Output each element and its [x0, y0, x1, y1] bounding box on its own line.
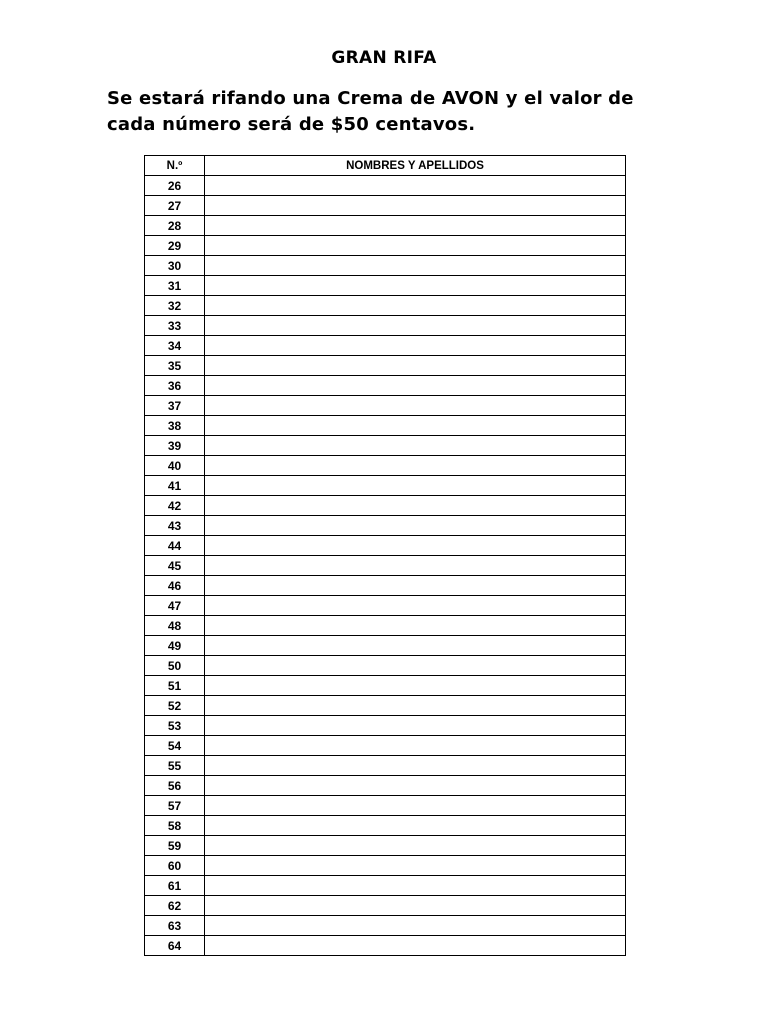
table-row [145, 916, 626, 936]
raffle-number-cell: 49 [145, 636, 205, 656]
table-row [145, 216, 626, 236]
raffle-number-cell: 63 [145, 916, 205, 936]
participant-name-cell[interactable] [205, 396, 626, 416]
raffle-number-cell: 52 [145, 696, 205, 716]
participant-name-cell[interactable] [205, 436, 626, 456]
participant-name-cell[interactable] [205, 636, 626, 656]
raffle-number-cell: 29 [145, 236, 205, 256]
raffle-number-cell: 37 [145, 396, 205, 416]
raffle-number-cell: 62 [145, 896, 205, 916]
participant-name-cell[interactable] [205, 356, 626, 376]
raffle-number-cell: 60 [145, 856, 205, 876]
participant-name-cell[interactable] [205, 336, 626, 356]
raffle-number-cell: 41 [145, 476, 205, 496]
raffle-number-cell: 31 [145, 276, 205, 296]
table-row [145, 416, 626, 436]
raffle-number-cell: 35 [145, 356, 205, 376]
number-column-header: N.º [145, 156, 205, 176]
raffle-number-cell: 43 [145, 516, 205, 536]
table-row [145, 716, 626, 736]
table-row [145, 356, 626, 376]
table-row [145, 616, 626, 636]
raffle-number-cell: 64 [145, 936, 205, 956]
participant-name-cell[interactable] [205, 416, 626, 436]
table-row [145, 536, 626, 556]
table-row [145, 336, 626, 356]
raffle-number-cell: 26 [145, 176, 205, 196]
table-row [145, 556, 626, 576]
table-row [145, 576, 626, 596]
participant-name-cell[interactable] [205, 836, 626, 856]
participant-name-cell[interactable] [205, 916, 626, 936]
participant-name-cell[interactable] [205, 856, 626, 876]
table-row [145, 836, 626, 856]
table-row [145, 236, 626, 256]
participant-name-cell[interactable] [205, 236, 626, 256]
raffle-number-cell: 58 [145, 816, 205, 836]
raffle-number-cell: 34 [145, 336, 205, 356]
participant-name-cell[interactable] [205, 816, 626, 836]
participant-name-cell[interactable] [205, 516, 626, 536]
table-row [145, 476, 626, 496]
table-row [145, 316, 626, 336]
raffle-number-cell: 30 [145, 256, 205, 276]
document-title: GRAN RIFA [331, 48, 437, 68]
raffle-number-cell: 55 [145, 756, 205, 776]
table-row [145, 436, 626, 456]
raffle-number-cell: 61 [145, 876, 205, 896]
raffle-description: Se estará rifando una Crema de AVON y el valor de cada número será de $50 centavos. [107, 88, 634, 135]
participant-name-cell[interactable] [205, 176, 626, 196]
table-row [145, 756, 626, 776]
raffle-number-cell: 27 [145, 196, 205, 216]
raffle-number-cell: 46 [145, 576, 205, 596]
raffle-table [144, 155, 626, 956]
table-row [145, 816, 626, 836]
table-row [145, 376, 626, 396]
table-row [145, 256, 626, 276]
participant-name-cell[interactable] [205, 556, 626, 576]
raffle-number-cell: 51 [145, 676, 205, 696]
names-column-header: NOMBRES Y APELLIDOS [205, 156, 626, 176]
raffle-number-cell: 44 [145, 536, 205, 556]
table-row [145, 196, 626, 216]
participant-name-cell[interactable] [205, 256, 626, 276]
participant-name-cell[interactable] [205, 616, 626, 636]
participant-name-cell[interactable] [205, 876, 626, 896]
participant-name-cell[interactable] [205, 676, 626, 696]
participant-name-cell[interactable] [205, 896, 626, 916]
participant-name-cell[interactable] [205, 456, 626, 476]
participant-name-cell[interactable] [205, 796, 626, 816]
raffle-number-cell: 36 [145, 376, 205, 396]
participant-name-cell[interactable] [205, 216, 626, 236]
participant-name-cell[interactable] [205, 536, 626, 556]
table-row [145, 636, 626, 656]
participant-name-cell[interactable] [205, 776, 626, 796]
raffle-number-cell: 45 [145, 556, 205, 576]
table-row [145, 696, 626, 716]
participant-name-cell[interactable] [205, 296, 626, 316]
table-row [145, 736, 626, 756]
table-row [145, 296, 626, 316]
table-row [145, 176, 626, 196]
participant-name-cell[interactable] [205, 496, 626, 516]
table-row [145, 936, 626, 956]
raffle-number-cell: 33 [145, 316, 205, 336]
participant-name-cell[interactable] [205, 316, 626, 336]
table-header-row [145, 156, 626, 176]
raffle-number-cell: 54 [145, 736, 205, 756]
table-row [145, 516, 626, 536]
raffle-number-cell: 32 [145, 296, 205, 316]
participant-name-cell[interactable] [205, 276, 626, 296]
participant-name-cell[interactable] [205, 596, 626, 616]
participant-name-cell[interactable] [205, 576, 626, 596]
participant-name-cell[interactable] [205, 716, 626, 736]
table-row [145, 456, 626, 476]
table-row [145, 276, 626, 296]
table-row [145, 496, 626, 516]
raffle-number-cell: 56 [145, 776, 205, 796]
raffle-number-cell: 48 [145, 616, 205, 636]
table-row [145, 676, 626, 696]
raffle-number-cell: 53 [145, 716, 205, 736]
raffle-number-cell: 42 [145, 496, 205, 516]
table-row [145, 396, 626, 416]
raffle-number-cell: 47 [145, 596, 205, 616]
participant-name-cell[interactable] [205, 736, 626, 756]
raffle-number-cell: 28 [145, 216, 205, 236]
table-row [145, 896, 626, 916]
participant-name-cell[interactable] [205, 196, 626, 216]
raffle-table-body [145, 176, 626, 956]
raffle-number-cell: 40 [145, 456, 205, 476]
table-row [145, 876, 626, 896]
participant-name-cell[interactable] [205, 476, 626, 496]
participant-name-cell[interactable] [205, 756, 626, 776]
participant-name-cell[interactable] [205, 696, 626, 716]
raffle-number-cell: 38 [145, 416, 205, 436]
table-row [145, 856, 626, 876]
participant-name-cell[interactable] [205, 656, 626, 676]
participant-name-cell[interactable] [205, 376, 626, 396]
raffle-number-cell: 39 [145, 436, 205, 456]
participant-name-cell[interactable] [205, 936, 626, 956]
table-row [145, 796, 626, 816]
raffle-number-cell: 59 [145, 836, 205, 856]
table-row [145, 656, 626, 676]
raffle-number-cell: 57 [145, 796, 205, 816]
table-row [145, 596, 626, 616]
raffle-number-cell: 50 [145, 656, 205, 676]
table-row [145, 776, 626, 796]
